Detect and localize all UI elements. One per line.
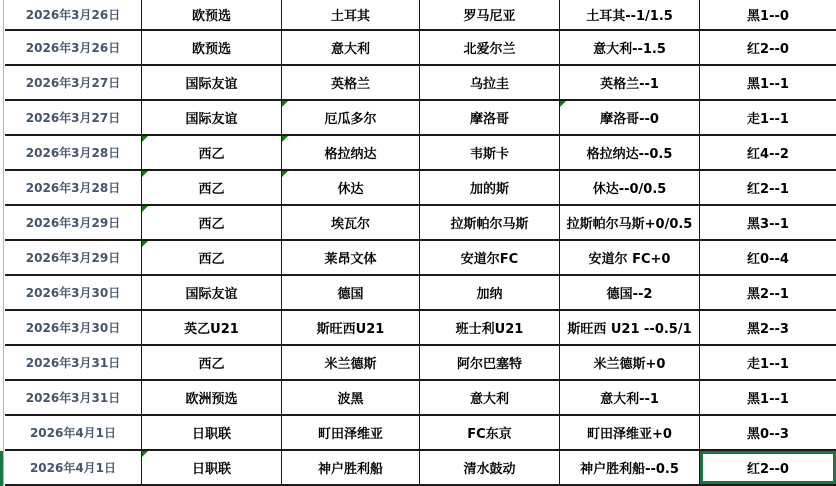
cell-league[interactable]: 日职联 — [142, 451, 282, 484]
cell-home-team[interactable]: 埃瓦尔 — [282, 206, 420, 239]
cell-league[interactable]: 国际友谊 — [142, 66, 282, 99]
cell-away-team[interactable]: 班士利U21 — [420, 311, 560, 344]
cell-match-date[interactable]: 2026年3月28日 — [5, 171, 142, 204]
cell-handicap-line[interactable]: 町田泽维亚+0 — [560, 416, 700, 449]
cell-league[interactable]: 西乙 — [142, 241, 282, 274]
cell-result[interactable]: 走1--1 — [700, 346, 836, 379]
table-row — [5, 66, 836, 101]
cell-away-team[interactable]: 阿尔巴塞特 — [420, 346, 560, 379]
cell-away-team[interactable]: 乌拉圭 — [420, 66, 560, 99]
cell-league[interactable]: 国际友谊 — [142, 276, 282, 309]
cell-result[interactable]: 红0--4 — [700, 241, 836, 274]
cell-result[interactable]: 黑1--1 — [700, 381, 836, 414]
cell-away-team[interactable]: 拉斯帕尔马斯 — [420, 206, 560, 239]
cell-league[interactable]: 欧洲预选 — [142, 381, 282, 414]
cell-away-team[interactable]: 韦斯卡 — [420, 136, 560, 169]
cell-result[interactable]: 红4--2 — [700, 136, 836, 169]
table-row — [5, 311, 836, 346]
table-row — [5, 0, 836, 31]
cell-home-team[interactable]: 町田泽维亚 — [282, 416, 420, 449]
cell-away-team[interactable]: 摩洛哥 — [420, 101, 560, 134]
table-row — [5, 101, 836, 136]
cell-handicap-line[interactable]: 德国--2 — [560, 276, 700, 309]
cell-result[interactable]: 黑2--1 — [700, 276, 836, 309]
cell-handicap-line[interactable]: 拉斯帕尔马斯+0/0.5 — [560, 206, 700, 239]
cell-handicap-line[interactable]: 土耳其--1/1.5 — [560, 0, 700, 29]
cell-handicap-line[interactable]: 安道尔 FC+0 — [560, 241, 700, 274]
cell-away-team[interactable]: 清水鼓动 — [420, 451, 560, 484]
cell-match-date[interactable]: 2026年3月28日 — [5, 136, 142, 169]
cell-match-date[interactable]: 2026年3月31日 — [5, 381, 142, 414]
cell-away-team[interactable]: FC东京 — [420, 416, 560, 449]
cell-handicap-line[interactable]: 休达--0/0.5 — [560, 171, 700, 204]
cell-result[interactable]: 黑2--3 — [700, 311, 836, 344]
cell-result[interactable]: 黑1--0 — [700, 0, 836, 29]
cell-home-team[interactable]: 意大利 — [282, 31, 420, 64]
cell-home-team[interactable]: 斯旺西U21 — [282, 311, 420, 344]
cell-handicap-line[interactable]: 英格兰--1 — [560, 66, 700, 99]
cell-away-team[interactable]: 意大利 — [420, 381, 560, 414]
cell-league[interactable]: 西乙 — [142, 206, 282, 239]
cell-league[interactable]: 西乙 — [142, 171, 282, 204]
cell-handicap-line[interactable]: 格拉纳达--0.5 — [560, 136, 700, 169]
cell-home-team[interactable]: 休达 — [282, 171, 420, 204]
cell-home-team[interactable]: 德国 — [282, 276, 420, 309]
cell-home-team[interactable]: 波黑 — [282, 381, 420, 414]
cell-away-team[interactable]: 加纳 — [420, 276, 560, 309]
table-row — [5, 241, 836, 276]
left-gridline — [3, 0, 4, 486]
cell-result[interactable]: 红2--1 — [700, 171, 836, 204]
cell-league[interactable]: 西乙 — [142, 346, 282, 379]
cell-handicap-line[interactable]: 神户胜利船--0.5 — [560, 451, 700, 484]
cell-match-date[interactable]: 2026年4月1日 — [5, 451, 142, 484]
cell-league[interactable]: 日职联 — [142, 416, 282, 449]
cell-home-team[interactable]: 英格兰 — [282, 66, 420, 99]
cell-away-team[interactable]: 加的斯 — [420, 171, 560, 204]
cell-match-date[interactable]: 2026年3月29日 — [5, 241, 142, 274]
cell-league[interactable]: 西乙 — [142, 136, 282, 169]
cell-home-team[interactable]: 土耳其 — [282, 0, 420, 29]
cell-match-date[interactable]: 2026年3月26日 — [5, 0, 142, 29]
cell-home-team[interactable]: 莱昂文体 — [282, 241, 420, 274]
cell-handicap-line[interactable]: 摩洛哥--0 — [560, 101, 700, 134]
table-row — [5, 31, 836, 66]
cell-handicap-line[interactable]: 米兰德斯+0 — [560, 346, 700, 379]
table-row — [5, 276, 836, 311]
table-row — [5, 136, 836, 171]
cell-result[interactable]: 红2--0 — [700, 451, 836, 484]
cell-match-date[interactable]: 2026年3月26日 — [5, 31, 142, 64]
cell-league[interactable]: 国际友谊 — [142, 101, 282, 134]
cell-match-date[interactable]: 2026年3月27日 — [5, 66, 142, 99]
cell-result[interactable]: 黑0--3 — [700, 416, 836, 449]
cell-match-date[interactable]: 2026年3月30日 — [5, 311, 142, 344]
cell-result[interactable]: 黑3--1 — [700, 206, 836, 239]
cell-away-team[interactable]: 安道尔FC — [420, 241, 560, 274]
cell-league[interactable]: 欧预选 — [142, 31, 282, 64]
table-row — [5, 171, 836, 206]
cell-match-date[interactable]: 2026年3月29日 — [5, 206, 142, 239]
cell-handicap-line[interactable]: 意大利--1.5 — [560, 31, 700, 64]
cell-result[interactable]: 走1--1 — [700, 101, 836, 134]
cell-home-team[interactable]: 米兰德斯 — [282, 346, 420, 379]
cell-home-team[interactable]: 厄瓜多尔 — [282, 101, 420, 134]
cell-match-date[interactable]: 2026年3月30日 — [5, 276, 142, 309]
table-row — [5, 346, 836, 381]
table-row — [5, 451, 836, 486]
table-row — [5, 206, 836, 241]
cell-handicap-line[interactable]: 意大利--1 — [560, 381, 700, 414]
matches-table — [5, 0, 836, 486]
cell-result[interactable]: 黑1--1 — [700, 66, 836, 99]
cell-away-team[interactable]: 罗马尼亚 — [420, 0, 560, 29]
active-row-accent — [0, 451, 3, 486]
cell-match-date[interactable]: 2026年4月1日 — [5, 416, 142, 449]
cell-match-date[interactable]: 2026年3月31日 — [5, 346, 142, 379]
cell-league[interactable]: 欧预选 — [142, 0, 282, 29]
cell-result[interactable]: 红2--0 — [700, 31, 836, 64]
cell-league[interactable]: 英乙U21 — [142, 311, 282, 344]
cell-away-team[interactable]: 北爱尔兰 — [420, 31, 560, 64]
cell-home-team[interactable]: 神户胜利船 — [282, 451, 420, 484]
cell-match-date[interactable]: 2026年3月27日 — [5, 101, 142, 134]
table-row — [5, 416, 836, 451]
cell-home-team[interactable]: 格拉纳达 — [282, 136, 420, 169]
table-row — [5, 381, 836, 416]
cell-handicap-line[interactable]: 斯旺西 U21 --0.5/1 — [560, 311, 700, 344]
